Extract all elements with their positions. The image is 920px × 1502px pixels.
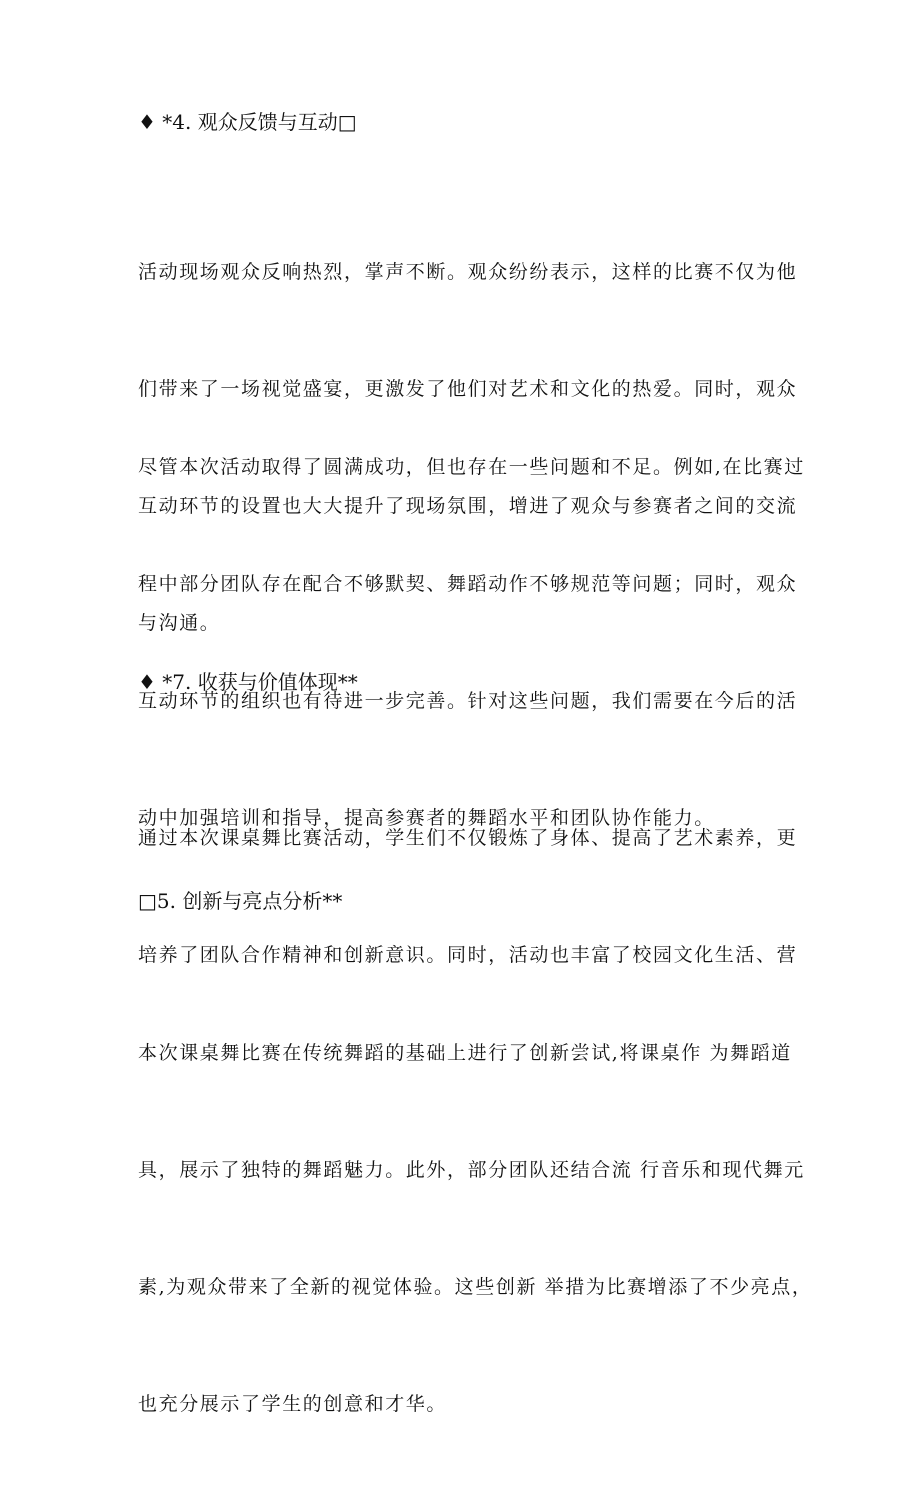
paragraph-line: 与沟通。 — [138, 612, 221, 634]
paragraph-line: 素,为观众带来了全新的视觉体验。这些创新 举措为比赛增添了不少亮点， — [138, 1276, 813, 1298]
paragraph-line: 动中加强培训和指导，提高参赛者的舞蹈水平和团队协作能力。 — [138, 807, 715, 829]
paragraph-line: 也充分展示了学生的创意和才华。 — [138, 1393, 448, 1415]
paragraph-line: 们带来了一场视觉盛宴，更激发了他们对艺术和文化的热爱。同时，观众 — [138, 378, 798, 400]
paragraph-line: 互动环节的组织也有待进一步完善。针对这些问题，我们需要在今后的活 — [138, 690, 798, 712]
section-heading-gains: ♦ *7. 收获与价值体现** — [138, 670, 358, 694]
paragraph-line: 本次课桌舞比赛在传统舞蹈的基础上进行了创新尝试,将课桌作 为舞蹈道 — [138, 1042, 792, 1064]
paragraph-line: 通过本次课桌舞比赛活动，学生们不仅锻炼了身体、提高了艺术素养，更 — [138, 827, 798, 849]
paragraph-line: 活动现场观众反响热烈，掌声不断。观众纷纷表示，这样的比赛不仅为他 — [138, 261, 798, 283]
paragraph-line: 尽管本次活动取得了圆满成功，但也存在一些问题和不足。例如,在比赛过 — [138, 456, 805, 478]
paragraph-line: 程中部分团队存在配合不够默契、舞蹈动作不够规范等问题；同时，观众 — [138, 573, 798, 595]
section-heading-feedback: ♦ *4. 观众反馈与互动□ — [138, 110, 357, 134]
paragraph-line: 互动环节的设置也大大提升了现场氛围，增进了观众与参赛者之间的交流 — [138, 495, 798, 517]
paragraph-line: 培养了团队合作精神和创新意识。同时，活动也丰富了校园文化生活、营 — [138, 944, 798, 966]
paragraph-innovation — [138, 956, 813, 1502]
section-heading-innovation: □5. 创新与亮点分析** — [138, 889, 343, 913]
paragraph-line: 具，展示了独特的舞蹈魅力。此外，部分团队还结合流 行音乐和现代舞元 — [138, 1159, 805, 1181]
